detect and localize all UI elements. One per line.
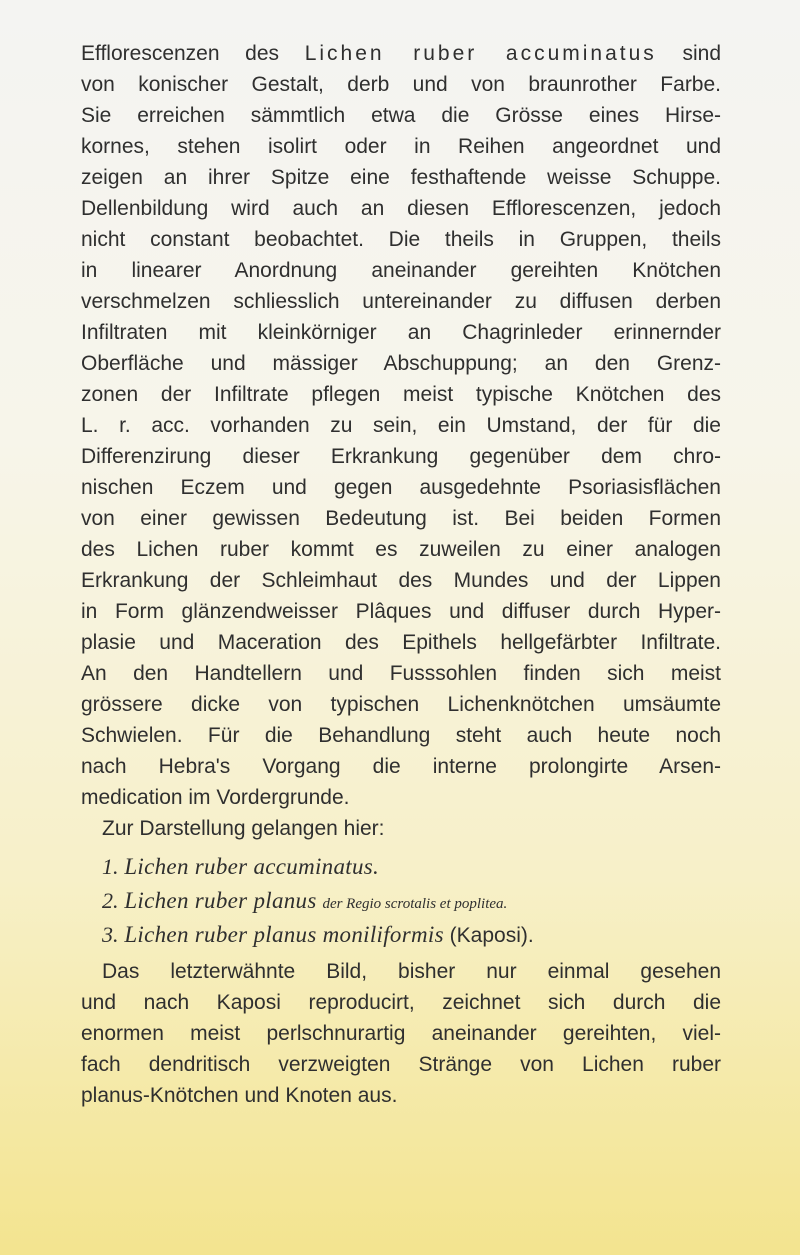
- list-attribution: (Kaposi).: [449, 924, 534, 947]
- text-line: grössere dicke von typischen Lichenknötchen umsäumte: [81, 693, 721, 716]
- text-line: Infiltraten mit kleinkörniger an Chagrinleder erinnernder: [81, 321, 721, 344]
- list-number: 3.: [102, 922, 119, 947]
- paragraph-1: [81, 38, 721, 813]
- list-item: [81, 884, 721, 918]
- text-line: L. r. acc. vorhanden zu sein, ein Umstand, der für die: [81, 414, 721, 437]
- text-line: in linearer Anordnung aneinander gereihten Knötchen: [81, 259, 721, 282]
- list-number: 1.: [102, 854, 119, 879]
- text-line: fach dendritisch verzweigten Stränge von Lichen ruber: [81, 1053, 721, 1076]
- list-extra: der Regio scrotalis et poplitea.: [322, 896, 508, 912]
- text-line: Schwielen. Für die Behandlung steht auch heute noch: [81, 724, 721, 747]
- text-line: Das letzterwähnte Bild, bisher nur einmal gesehen: [102, 960, 721, 983]
- variant-list: [81, 850, 721, 952]
- text-line: des Lichen ruber kommt es zuweilen zu einer analogen: [81, 538, 721, 561]
- text-line: Oberfläche und mässiger Abschuppung; an den Grenz-: [81, 352, 721, 375]
- text-line: enormen meist perlschnurartig aneinander gereihten, viel-: [81, 1022, 721, 1045]
- text-line: plasie und Maceration des Epithels hellgefärbter Infiltrate.: [81, 631, 721, 654]
- list-number: 2.: [102, 888, 119, 913]
- text-line: Efflorescenzen des Lichen ruber accuminatus sind: [81, 42, 721, 65]
- page-text: [81, 38, 721, 1111]
- text-line: von konischer Gestalt, derb und von braunrother Farbe.: [81, 73, 721, 96]
- text-line: nischen Eczem und gegen ausgedehnte Psoriasisflächen: [81, 476, 721, 499]
- text-line: in Form glänzendweisser Plâques und diffuser durch Hyper-: [81, 600, 721, 623]
- text-line: medication im Vordergrunde.: [81, 786, 350, 809]
- paragraph-2: [81, 956, 721, 1111]
- text-line: von einer gewissen Bedeutung ist. Bei beiden Formen: [81, 507, 721, 530]
- text-line: planus-Knötchen und Knoten aus.: [81, 1084, 398, 1107]
- list-title: Lichen ruber planus moniliformis: [124, 922, 444, 947]
- list-item: [81, 918, 721, 952]
- intro-line: Zur Darstellung gelangen hier:: [102, 817, 385, 840]
- text-line: und nach Kaposi reproducirt, zeichnet sich durch die: [81, 991, 721, 1014]
- text-line: zonen der Infiltrate pflegen meist typische Knötchen des: [81, 383, 721, 406]
- text-line: An den Handtellern und Fusssohlen finden sich meist: [81, 662, 721, 685]
- text-line: verschmelzen schliesslich untereinander zu diffusen derben: [81, 290, 721, 313]
- text-line: nach Hebra's Vorgang die interne prolongirte Arsen-: [81, 755, 721, 778]
- text-line: Differenzirung dieser Erkrankung gegenüber dem chro-: [81, 445, 721, 468]
- list-title: Lichen ruber planus: [124, 888, 317, 913]
- text-line: nicht constant beobachtet. Die theils in Gruppen, theils: [81, 228, 721, 251]
- text-line: kornes, stehen isolirt oder in Reihen angeordnet und: [81, 135, 721, 158]
- list-title: Lichen ruber accuminatus.: [124, 854, 380, 879]
- text-line: Sie erreichen sämmtlich etwa die Grösse eines Hirse-: [81, 104, 721, 127]
- text-line: Dellenbildung wird auch an diesen Efflorescenzen, jedoch: [81, 197, 721, 220]
- text-line: zeigen an ihrer Spitze eine festhaftende weisse Schuppe.: [81, 166, 721, 189]
- disease-term: Lichen ruber accuminatus: [304, 42, 657, 65]
- text-line: Erkrankung der Schleimhaut des Mundes und der Lippen: [81, 569, 721, 592]
- list-item: [81, 850, 721, 884]
